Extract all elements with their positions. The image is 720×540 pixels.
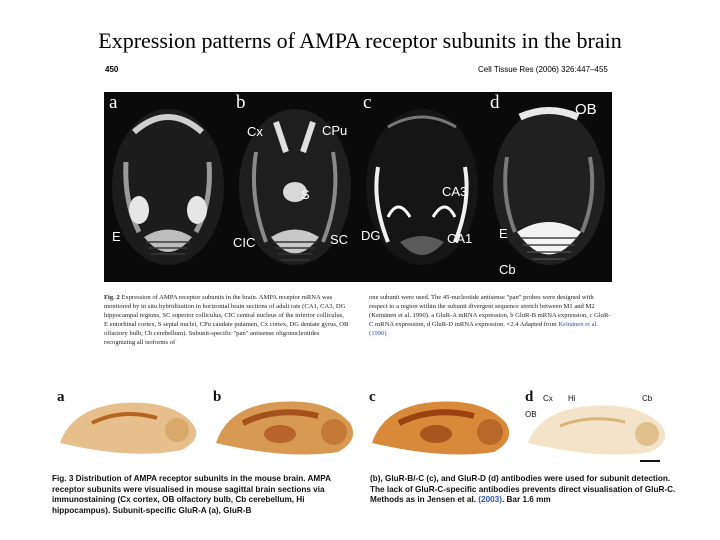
- fig3-caption-tail: . Bar 1.6 mm: [501, 495, 551, 505]
- region-label-ob: OB: [525, 410, 537, 419]
- page-number: 450: [105, 65, 119, 74]
- fig2-caption-left: [104, 293, 349, 347]
- panel-letter: a: [109, 92, 118, 113]
- sagittal-section-a-image: [52, 388, 207, 468]
- region-label-cx: Cx: [247, 124, 263, 139]
- tile-letter: c: [369, 389, 376, 405]
- brain-section-a-image: [104, 92, 231, 282]
- fig3-tile-a: [52, 388, 207, 468]
- region-label-e: E: [499, 226, 508, 241]
- fig3-caption-right: [370, 474, 676, 506]
- panel-letter: d: [490, 92, 500, 113]
- tile-letter: a: [57, 389, 65, 405]
- slide-title: Expression patterns of AMPA receptor subunits in the brain: [98, 28, 622, 53]
- fig3-tile-c: [364, 388, 519, 468]
- region-label-cpu: CPu: [322, 123, 348, 138]
- tile-letter: b: [213, 389, 222, 405]
- region-label-cb: Cb: [499, 262, 516, 277]
- region-label-ca1: CA1: [447, 231, 473, 246]
- region-label-e: E: [112, 229, 121, 244]
- fig2-caption-text-2: one subunit were used. The 45-nucleotide antisense "pan" probes were designed with respect to a region within the subunit divergent sequence stretch between M1 and M2 (Keinänen et al. 1990). a GluR-A mRNA expression, b GluR-B mRNA expression, c GluR-C mRNA expression, d GluR-D mRNA expression. ×2.4 Adapted from: [369, 294, 611, 328]
- panel-letter: b: [236, 92, 246, 113]
- fig3-caption-text-2: (b), GluR-B/-C (c), and GluR-D (d) antibodies were used for subunit detection. The lack of GluR-C-specific antibodies prevents direct visualisation of GluR-C. Methods as in Jensen et al.: [370, 474, 676, 505]
- fig2-panel-b: [231, 92, 358, 282]
- fig3-caption-left: [52, 474, 350, 516]
- region-label-cx: Cx: [543, 394, 553, 403]
- region-label-s: S: [301, 187, 310, 202]
- journal-citation: Cell Tissue Res (2006) 326:447–455: [478, 65, 608, 74]
- fig2-panel-a: [104, 92, 231, 282]
- sagittal-section-b-image: [208, 388, 363, 468]
- fig3-label: Fig. 3: [52, 474, 74, 483]
- fig2-panel-c: [358, 92, 485, 282]
- region-label-dg: DG: [361, 228, 381, 243]
- fig3-tile-d: [520, 388, 675, 468]
- region-label-cic: CIC: [233, 235, 256, 250]
- fig3-caption-text: Distribution of AMPA receptor subunits in the mouse brain. AMPA receptor subunits were visualised in mouse sagittal brain sections via immunostaining (Cx cortex, OB olfactory bulb, Cb cerebellum, Hi hippocampus). Subunit-specific GluR-A (a), GluR-B: [52, 474, 331, 515]
- fig2-caption-right: [369, 293, 612, 338]
- fig2-label: Fig. 2: [104, 294, 120, 301]
- tile-letter: d: [525, 389, 534, 405]
- region-label-ca3: CA3: [442, 184, 468, 199]
- panel-letter: c: [363, 92, 372, 113]
- region-label-hi: Hi: [568, 394, 576, 403]
- fig2-caption-reference-link[interactable]: Keinänen et al. (1990): [369, 321, 598, 337]
- region-label-sc: SC: [330, 232, 349, 247]
- region-label-ob: OB: [575, 101, 597, 118]
- sagittal-section-c-image: [364, 388, 519, 468]
- brain-section-d-image: [485, 92, 612, 282]
- fig3-tile-b: [208, 388, 363, 468]
- region-label-cb: Cb: [642, 394, 653, 403]
- brain-section-b-image: [231, 92, 358, 282]
- fig2-panel-d: [485, 92, 612, 282]
- fig2-caption-text: Expression of AMPA receptor subunits in the brain. AMPA receptor mRNA was monitored by in situ hybridization in horizontal brain sections of adult rats (CA1, CA3, DG hippocampal regions, SC superior colliculus, CIC central nucleus of the inferior colliculus, E entorhinal cortex, S septal nuclei, CPu caudate putamen, Cx cortex, DG dentate gyrus, OB olfactory bulb, Cb cerebellum). Subunit-specific "pan" antisense oligonucleotides recognizing all isoforms of: [104, 294, 349, 346]
- fig3-caption-reference-link[interactable]: (2003): [478, 495, 502, 505]
